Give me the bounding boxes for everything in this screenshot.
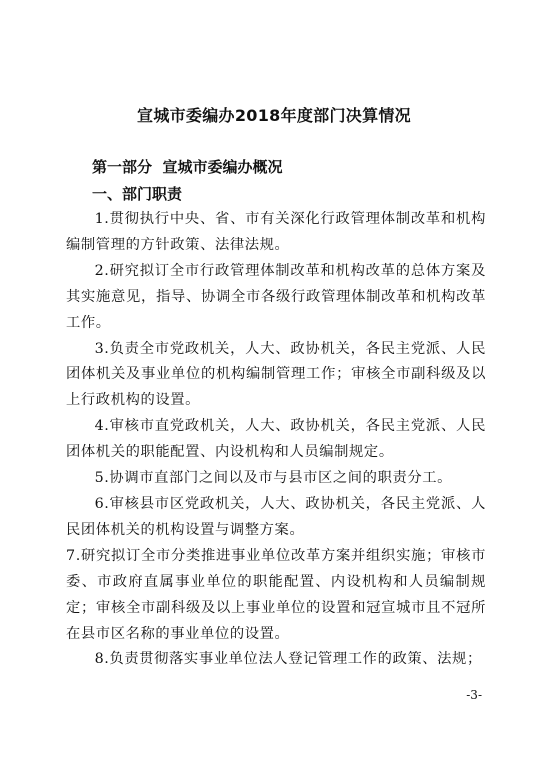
part-heading: 第一部分 宣城市委编办概况 <box>92 158 283 176</box>
paragraph-duty-3: 3.负责全市党政机关，人大、政协机关，各民主党派、人民团体机关及事业单位的机构编制管理工作；审核全市副科级及以上行政机构的设置。 <box>66 340 486 409</box>
paragraph-duty-5: 5.协调市直部门之间以及市与县市区之间的职责分工。 <box>94 470 453 487</box>
paragraph-duty-2: 2.研究拟订全市行政管理体制改革和机构改革的总体方案及其实施意见，指导、协调全市各级行政管理体制改革和机构改革工作。 <box>66 262 486 331</box>
document-body <box>66 207 486 673</box>
paragraph-duty-8: 8.负责贯彻落实事业单位法人登记管理工作的政策、法规； <box>94 651 482 668</box>
paragraph-duty-1: 1.贯彻执行中央、省、市有关深化行政管理体制改革和机构编制管理的方针政策、法律法规。 <box>66 211 486 253</box>
paragraph-duty-6: 6.审核县市区党政机关，人大、政协机关，各民主党派、人民团体机关的机构设置与调整方案。 <box>66 495 486 538</box>
paragraph-duty-7: 7.研究拟订全市分类推进事业单位改革方案并组织实施；审核市委、市政府直属事业单位的职能配置、内设机构和人员编制规定；审核全市副科级及以上事业单位的设置和冠宣城市且不冠所在县市区名称的事业单位的设置。 <box>66 547 486 642</box>
section-heading: 一、部门职责 <box>92 185 183 203</box>
document-title: 宣城市委编办2018年度部门决算情况 <box>137 106 411 125</box>
paragraph-duty-4: 4.审核市直党政机关，人大、政协机关，各民主党派、人民团体机关的职能配置、内设机构和人员编制规定。 <box>66 418 486 461</box>
page-number: -3- <box>466 688 482 702</box>
